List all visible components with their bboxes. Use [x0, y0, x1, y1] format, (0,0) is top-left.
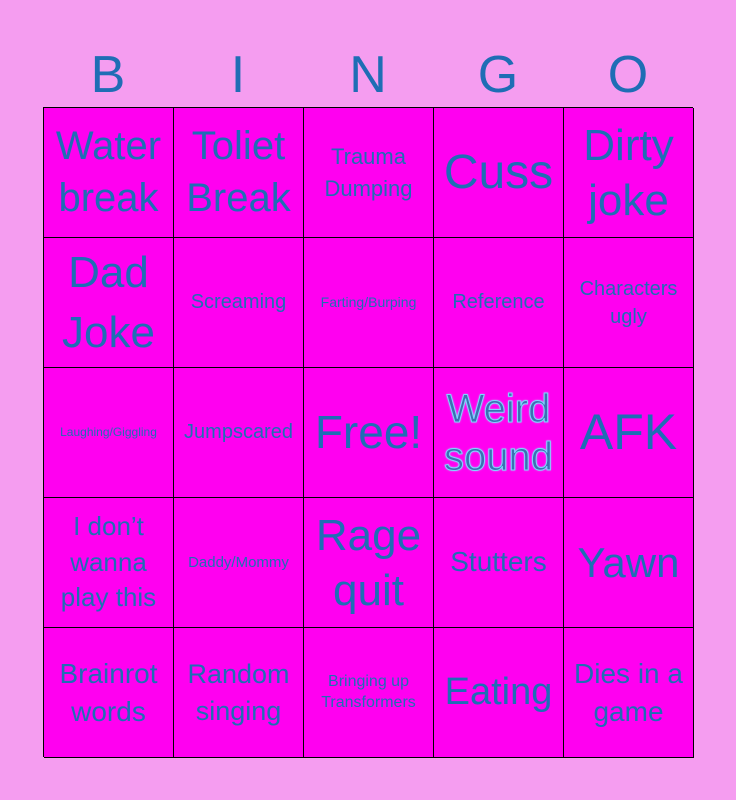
bingo-cell-r2-c1[interactable]	[44, 238, 174, 368]
bingo-cell-r5-c1[interactable]	[44, 628, 174, 758]
cell-label: Trauma Dumping	[324, 143, 413, 201]
cell-label: Yawn	[577, 538, 680, 586]
header-letter-o: O	[607, 46, 649, 104]
cell-label: Laughing/Giggling	[60, 425, 157, 440]
bingo-cell-r2-c4[interactable]	[434, 238, 564, 368]
cell-label: Free!	[314, 406, 423, 459]
bingo-cell-r1-c2[interactable]	[174, 108, 304, 238]
bingo-cell-r5-c2[interactable]	[174, 628, 304, 758]
bingo-cell-r2-c5[interactable]	[564, 238, 694, 368]
bingo-cell-r1-c1[interactable]	[44, 108, 174, 238]
cell-label: Random singing	[187, 659, 290, 726]
cell-label: Dirty joke	[583, 120, 674, 225]
cell-label: Dies in a game	[574, 657, 683, 727]
cell-label: Characters ugly	[579, 277, 678, 328]
header-letter-b: B	[90, 46, 126, 104]
bingo-cell-r5-c3[interactable]	[304, 628, 434, 758]
bingo-cell-r1-c4[interactable]	[434, 108, 564, 238]
bingo-cell-r4-c1[interactable]	[44, 498, 174, 628]
bingo-cell-r5-c4[interactable]	[434, 628, 564, 758]
cell-label: Rage quit	[315, 510, 422, 615]
cell-label: AFK	[579, 403, 678, 460]
cell-label: Brainrot words	[59, 657, 158, 727]
cell-label: Screaming	[190, 291, 287, 313]
header-letter-g: G	[477, 46, 519, 104]
cell-label: I don’t wanna play this	[60, 510, 157, 613]
cell-label: Farting/Burping	[320, 294, 417, 311]
bingo-board	[43, 107, 693, 757]
cell-label: Bringing up Transformers	[321, 672, 416, 711]
cell-label: Weird sound	[444, 386, 553, 479]
bingo-cell-r3-c5[interactable]	[564, 368, 694, 498]
bingo-cell-r3-c2[interactable]	[174, 368, 304, 498]
cell-label: Reference	[452, 291, 545, 313]
bingo-cell-r5-c5[interactable]	[564, 628, 694, 758]
bingo-cell-r1-c5[interactable]	[564, 108, 694, 238]
header-letter-i: I	[230, 46, 246, 104]
cell-label: Eating	[444, 671, 553, 714]
bingo-cell-r2-c2[interactable]	[174, 238, 304, 368]
cell-label: Dad Joke	[62, 248, 155, 357]
cell-label: Cuss	[443, 145, 554, 199]
bingo-header	[43, 44, 693, 106]
cell-label: Toliet Break	[186, 124, 291, 220]
bingo-cell-r2-c3[interactable]	[304, 238, 434, 368]
header-letter-n: N	[349, 46, 387, 104]
cell-label: Water break	[55, 124, 162, 220]
bingo-cell-r4-c2[interactable]	[174, 498, 304, 628]
bingo-cell-r3-c1[interactable]	[44, 368, 174, 498]
cell-label: Jumpscared	[184, 421, 293, 443]
bingo-cell-r3-c4[interactable]	[434, 368, 564, 498]
bingo-cell-r4-c4[interactable]	[434, 498, 564, 628]
bingo-cell-r3-c3[interactable]	[304, 368, 434, 498]
bingo-cell-r1-c3[interactable]	[304, 108, 434, 238]
cell-label: Stutters	[450, 546, 547, 578]
cell-label: Daddy/Mommy	[188, 553, 289, 571]
bingo-cell-r4-c3[interactable]	[304, 498, 434, 628]
bingo-cell-r4-c5[interactable]	[564, 498, 694, 628]
